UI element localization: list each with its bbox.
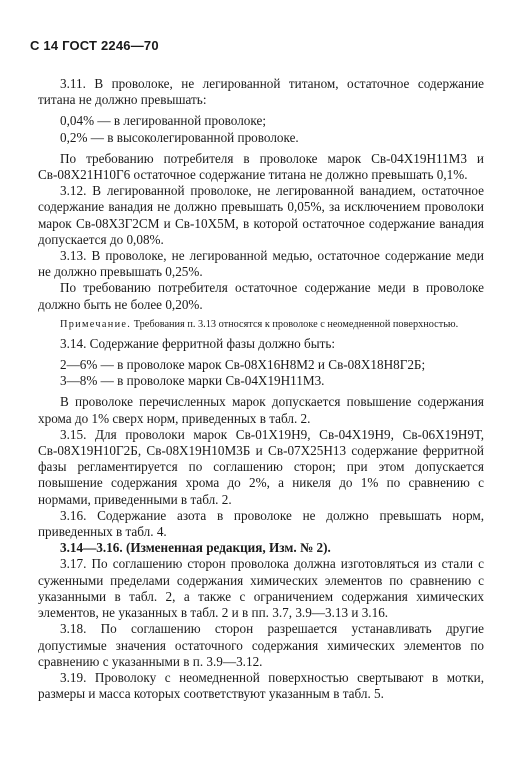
paragraph-3-11-request: По требованию потребителя в проволоке марок Св-04Х19Н11М3 и Св-08Х21Н10Г6 остаточное содержание титана не должно превышать 0,1%.	[38, 150, 484, 183]
document-body	[38, 76, 484, 702]
list-3-14	[38, 357, 484, 389]
paragraph-3-11: 3.11. В проволоке, не легированной титаном, остаточное содержание титана не должно превышать:	[38, 76, 484, 108]
paragraph-3-14-addition: В проволоке перечисленных марок допускается повышение содержания хрома до 1% сверх норм, приведенных в табл. 2.	[38, 394, 484, 426]
page-header: С 14 ГОСТ 2246—70	[30, 38, 159, 53]
amendment-text: 3.14—3.16. (Измененная редакция, Изм. № 2).	[60, 540, 331, 556]
note-label: Примечание.	[60, 318, 132, 330]
paragraph-3-17: 3.17. По соглашению сторон проволока должна изготовляться из стали с суженными пределами содержания химических элементов по сравнению с указанными в табл. 2, а также с ограничением содержания химических элементов, не указанных в табл. 2 и в пп. 3.7, 3.9—3.13 и 3.16.	[38, 556, 484, 621]
paragraph-3-12: 3.12. В легированной проволоке, не легированной ванадием, остаточное содержание ванадия не должно превышать 0,05%, за исключением проволоки марок Св-08Х3Г2СМ и Св-10Х5М, в которой остаточное содержание ванадия допускается до 0,08%.	[38, 183, 484, 247]
list-item: 3—8% — в проволоке марки Св-04Х19Н11М3.	[60, 373, 325, 389]
list-3-11	[38, 113, 484, 145]
paragraph-3-13-request: По требованию потребителя остаточное содержание меди в проволоке должно быть не более 0,20%.	[38, 280, 484, 312]
note	[38, 318, 484, 331]
amendment-note	[38, 540, 484, 556]
note-text: Требования п. 3.13 относятся к проволоке с неомедненной поверхностью.	[133, 318, 459, 330]
paragraph-3-19: 3.19. Проволоку с неомедненной поверхностью свертывают в мотки, размеры и масса которых соответствуют указанным в табл. 5.	[38, 669, 484, 702]
list-item: 2—6% — в проволоке марок Св-08Х16Н8М2 и Св-08Х18Н8Г2Б;	[60, 357, 426, 373]
paragraph-3-13: 3.13. В проволоке, не легированной медью, остаточное содержание меди не должно превышать 0,25%.	[38, 248, 484, 280]
paragraph-3-16: 3.16. Содержание азота в проволоке не должно превышать норм, приведенных в табл. 4.	[38, 507, 484, 540]
paragraph-3-14: 3.14. Содержание ферритной фазы должно быть:	[60, 335, 336, 351]
list-item: 0,04% — в легированной проволоке;	[60, 113, 266, 129]
paragraph-3-18: 3.18. По соглашению сторон разрешается устанавливать другие допустимые значения остаточного содержания химических элементов по сравнению с указанными в п. 3.9—3.12.	[38, 621, 484, 669]
list-item: 0,2% — в высоколегированной проволоке.	[60, 129, 299, 145]
paragraph-3-15: 3.15. Для проволоки марок Св-01Х19Н9, Св-04Х19Н9, Св-06Х19Н9Т, Св-08Х19Н10Г2Б, Св-08Х19Н10М3Б и Св-07Х25Н13 содержание ферритной фазы регламентируется по соглашению сторон; при этом допускается повышение содержания хрома до 2%, а никеля до 1% по сравнению с нормами, приведенными в табл. 2.	[38, 426, 484, 507]
